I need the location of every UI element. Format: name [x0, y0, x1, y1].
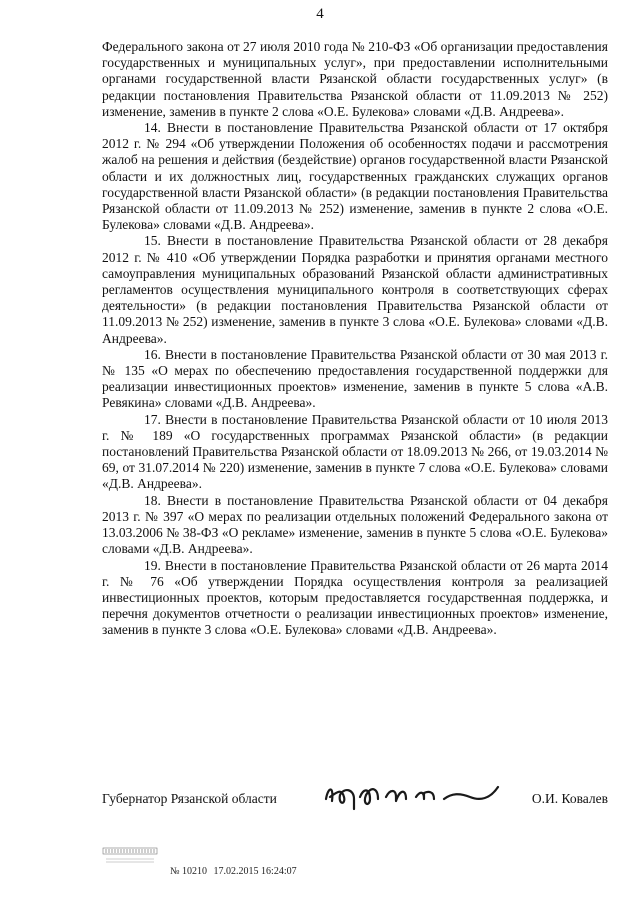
barcode-stamp	[102, 845, 158, 865]
page-number: 4	[316, 6, 324, 22]
paragraph-18: 18. Внести в постановление Правительства Рязанской области от 04 декабря 2013 г. № 397 «О мерах по реализации отдельных положений Федерального закона от 13.03.2006 № 38-ФЗ «О рекламе» изменение, заменив в пункте 5 слова «О.Е. Булекова» словами «Д.В. Андреева».	[102, 492, 608, 557]
signatory-name: О.И. Ковалев	[531, 791, 608, 806]
registration-datetime: 17.02.2015 16:24:07	[213, 866, 297, 877]
paragraph-19: 19. Внести в постановление Правительства Рязанской области от 26 марта 2014 г. № 76 «Об утверждении Порядка осуществления контроля за реализацией инвестиционных проектов, которым предоставляется государственная поддержка, и перечня документов отчетности о реализации инвестиционных проектов» изменение, заменив в пункте 3 слова «О.Е. Булекова» словами «Д.В. Андреева».	[102, 557, 608, 638]
document-body	[102, 39, 608, 639]
signatory-title: Губернатор Рязанской области	[102, 791, 277, 806]
signature-block	[102, 785, 608, 815]
handwritten-signature	[320, 779, 504, 815]
paragraph-13-continuation: Федерального закона от 27 июля 2010 года № 210-ФЗ «Об организации предоставления государственных и муниципальных услуг», при предоставлении исполнительными органами государственной власти Рязанской области государственных услуг» (в редакции постановления Правительства Рязанской области от 11.09.2013 № 252) изменение, заменив в пункте 2 слова «О.Е. Булекова» словами «Д.В. Андреева».	[102, 39, 608, 119]
paragraph-16: 16. Внести в постановление Правительства Рязанской области от 30 мая 2013 г. № 135 «О мерах по обеспечению предоставления государственной поддержки для реализации инвестиционных проектов» изменение, заменив в пункте 5 слова «А.В. Ревякина» словами «Д.В. Андреева».	[102, 346, 608, 411]
registration-number: № 10210	[170, 866, 208, 877]
paragraph-15: 15. Внести в постановление Правительства Рязанской области от 28 декабря 2012 г. № 410 «Об утверждении Порядка разработки и принятия органами местного самоуправления муниципальных образований Рязанской области административных регламентов осуществления муниципального контроля в соответствующих сферах деятельности» (в редакции постановления Правительства Рязанской области от 11.09.2013 № 252) изменение, заменив в пункте 3 слова «О.Е. Булекова» словами «Д.В. Андреева».	[102, 233, 608, 346]
paragraph-14: 14. Внести в постановление Правительства Рязанской области от 17 октября 2012 г. № 294 «Об утверждении Положения об особенностях подачи и рассмотрения жалоб на решения и действия (бездействие) органов государственной власти Рязанской области и их должностных лиц, государственных гражданских служащих органов государственной власти Рязанской области» (в редакции постановления Правительства Рязанской области от 11.09.2013 № 252) изменение, заменив в пункте 2 слова «О.Е. Булекова» словами «Д.В. Андреева».	[102, 120, 608, 233]
paragraph-17: 17. Внести в постановление Правительства Рязанской области от 10 июля 2013 г. № 189 «О государственных программах Рязанской области» (в редакции постановлений Правительства Рязанской области от 18.09.2013 № 266, от 19.03.2014 № 69, от 31.07.2014 № 220) изменение, заменив в пункте 7 слова «О.Е. Булекова» словами «Д.В. Андреева».	[102, 411, 608, 492]
registration-line	[170, 866, 301, 877]
